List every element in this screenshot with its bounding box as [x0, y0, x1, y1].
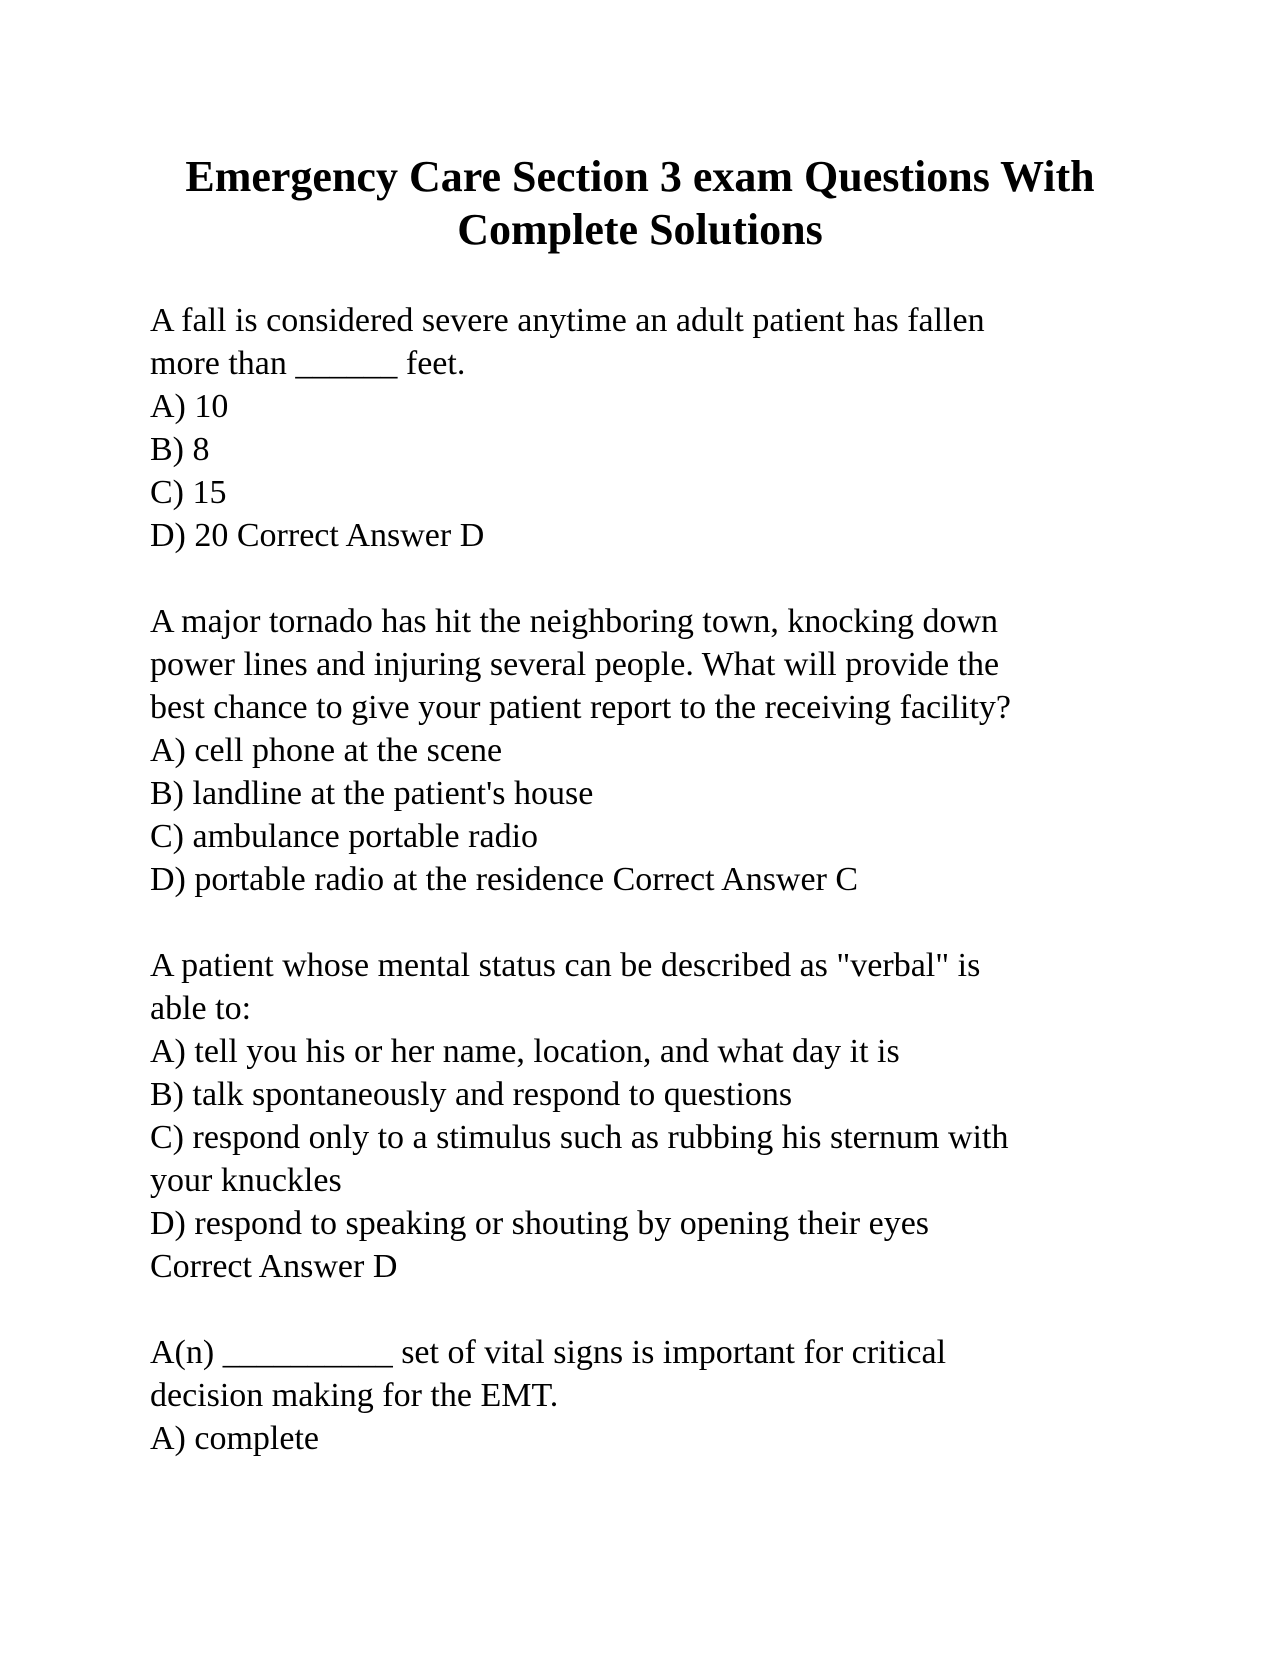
- question-stem: more than ______ feet.: [150, 345, 466, 382]
- answer-option: A) complete: [150, 1420, 319, 1457]
- document-title: [100, 150, 1180, 256]
- question-stem: A patient whose mental status can be described as "verbal" is: [150, 947, 981, 984]
- question-stem: best chance to give your patient report to the receiving facility?: [150, 689, 1011, 726]
- question-1: [150, 299, 1150, 557]
- question-stem: A major tornado has hit the neighboring town, knocking down: [150, 603, 998, 640]
- title-line-1: Emergency Care Section 3 exam Questions With: [185, 152, 1095, 201]
- answer-option: D) 20 Correct Answer D: [150, 517, 485, 554]
- paragraph-gap: [150, 901, 1150, 944]
- paragraph-gap: [150, 1288, 1150, 1331]
- answer-option: C) ambulance portable radio: [150, 818, 539, 855]
- question-4: [150, 1331, 1150, 1460]
- answer-option: C) respond only to a stimulus such as rubbing his sternum with: [150, 1119, 1009, 1156]
- paragraph-gap: [150, 557, 1150, 600]
- answer-option: B) 8: [150, 431, 210, 468]
- answer-option: C) 15: [150, 474, 227, 511]
- answer-option: D) portable radio at the residence Correct Answer C: [150, 861, 859, 898]
- correct-answer: Correct Answer D: [150, 1248, 398, 1285]
- title-line-2: Complete Solutions: [457, 205, 823, 254]
- question-stem: able to:: [150, 990, 252, 1027]
- answer-option: B) talk spontaneously and respond to questions: [150, 1076, 793, 1113]
- question-2: [150, 600, 1150, 901]
- answer-option: D) respond to speaking or shouting by opening their eyes: [150, 1205, 930, 1242]
- question-stem: power lines and injuring several people. What will provide the: [150, 646, 1000, 683]
- question-stem: A(n) __________ set of vital signs is important for critical: [150, 1334, 947, 1371]
- question-3: [150, 944, 1150, 1288]
- question-stem: A fall is considered severe anytime an adult patient has fallen: [150, 302, 985, 339]
- answer-option: A) tell you his or her name, location, and what day it is: [150, 1033, 900, 1070]
- answer-option: your knuckles: [150, 1162, 342, 1199]
- answer-option: A) 10: [150, 388, 229, 425]
- answer-option: A) cell phone at the scene: [150, 732, 503, 769]
- question-list: [150, 299, 1150, 1460]
- question-stem: decision making for the EMT.: [150, 1377, 559, 1414]
- answer-option: B) landline at the patient's house: [150, 775, 594, 812]
